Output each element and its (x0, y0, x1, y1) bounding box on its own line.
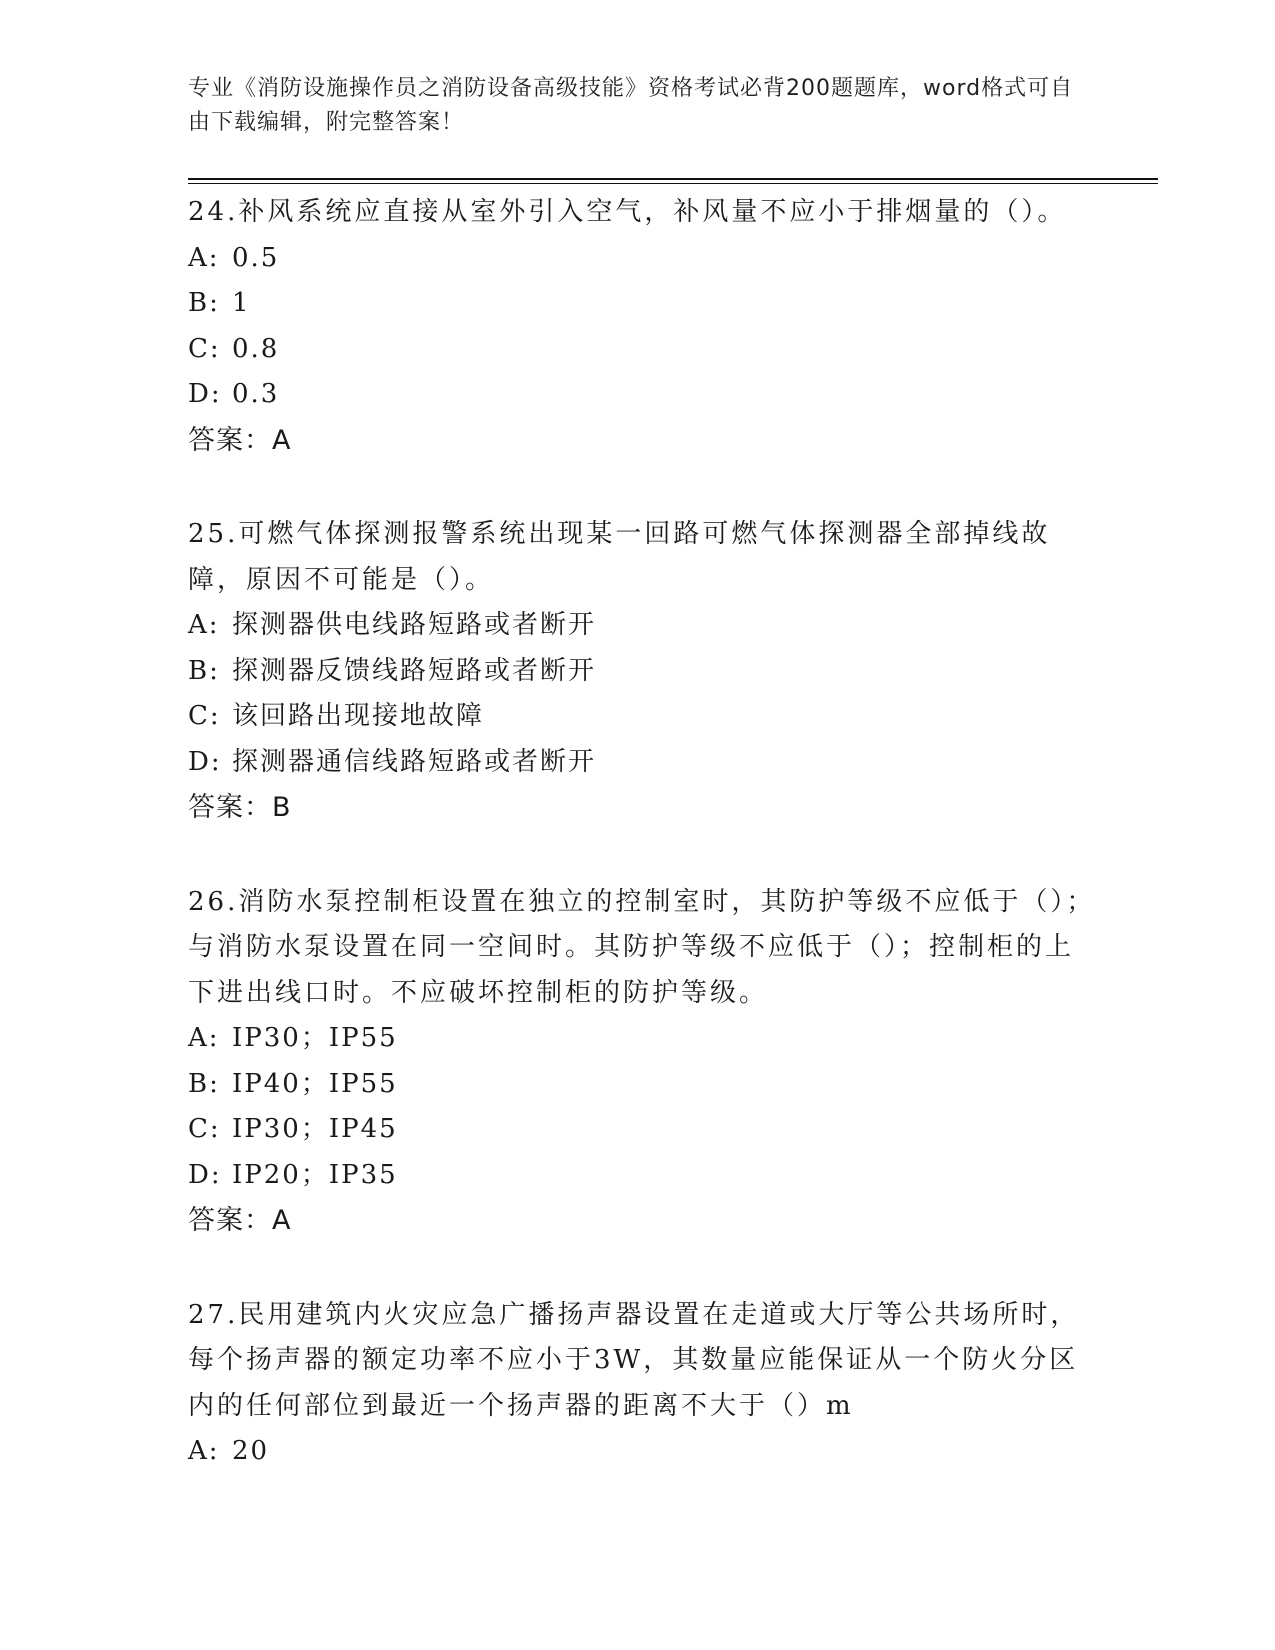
document-header: 专业《消防设施操作员之消防设备高级技能》资格考试必背200题题库，word格式可自由下载编辑，附完整答案！ (188, 76, 1074, 135)
option-text: 探测器反馈线路短路或者断开 (232, 655, 597, 686)
header-divider-thick (188, 178, 1158, 180)
question-stem: 24.补风系统应直接从室外引入空气，补风量不应小于排烟量的（）。 (188, 197, 1067, 227)
option-letter: B: (188, 288, 220, 318)
option-d (188, 372, 1098, 418)
question-stem: 27.民用建筑内火灾应急广播扬声器设置在走道或大厅等公共场所时，每个扬声器的额定功率不应小于3W，其数量应能保证从一个防火分区内的任何部位到最近一个扬声器的距离不大于（）m (188, 1299, 1080, 1421)
option-letter: D: (188, 379, 222, 409)
option-c (188, 1107, 1098, 1153)
option-d (188, 1153, 1098, 1199)
question-27 (188, 1293, 1098, 1475)
answer-line: 答案：A (188, 424, 292, 456)
option-letter: C: (188, 333, 221, 364)
option-c (188, 327, 1098, 373)
option-a (188, 1016, 1098, 1062)
option-letter: C: (188, 1114, 221, 1144)
option-b (188, 1062, 1098, 1108)
option-text: 1 (232, 288, 251, 318)
header-divider-thin (188, 183, 1158, 184)
option-letter: A: (188, 1436, 220, 1466)
option-letter: A: (188, 242, 220, 273)
question-stem: 25.可燃气体探测报警系统出现某一回路可燃气体探测器全部掉线故障，原因不可能是（）。 (188, 519, 1051, 595)
option-text: 探测器供电线路短路或者断开 (232, 610, 597, 640)
option-text: IP30；IP45 (232, 1114, 398, 1144)
option-letter: B: (188, 1068, 220, 1099)
question-list (188, 190, 1098, 1524)
option-text: IP40；IP55 (232, 1068, 398, 1099)
question-stem: 26.消防水泵控制柜设置在独立的控制室时，其防护等级不应低于（）；与消防水泵设置在同一空间时。其防护等级不应低于（）；控制柜的上下进出线口时。不应破坏控制柜的防护等级。 (188, 886, 1096, 1008)
option-text: 20 (232, 1436, 270, 1466)
option-letter: D: (188, 746, 222, 777)
option-text: 该回路出现接地故障 (232, 701, 485, 731)
answer-line: 答案：A (188, 1205, 292, 1236)
answer-line: 答案：B (188, 792, 292, 823)
option-b (188, 649, 1098, 695)
option-text: IP20；IP35 (232, 1159, 398, 1190)
option-a (188, 236, 1098, 282)
option-letter: A: (188, 610, 220, 640)
option-letter: B: (188, 655, 220, 686)
option-c (188, 694, 1098, 740)
question-24 (188, 190, 1098, 463)
option-text: 探测器通信线路短路或者断开 (232, 746, 597, 777)
question-25 (188, 512, 1098, 831)
option-letter: C: (188, 701, 221, 731)
option-letter: A: (188, 1023, 220, 1053)
option-text: 0.5 (232, 242, 280, 273)
option-d (188, 740, 1098, 786)
question-26 (188, 880, 1098, 1244)
option-text: 0.3 (232, 379, 280, 409)
option-text: 0.8 (232, 333, 280, 364)
option-letter: D: (188, 1159, 222, 1190)
option-a (188, 1429, 1098, 1475)
option-text: IP30；IP55 (232, 1023, 398, 1053)
option-b (188, 281, 1098, 327)
option-a (188, 603, 1098, 649)
